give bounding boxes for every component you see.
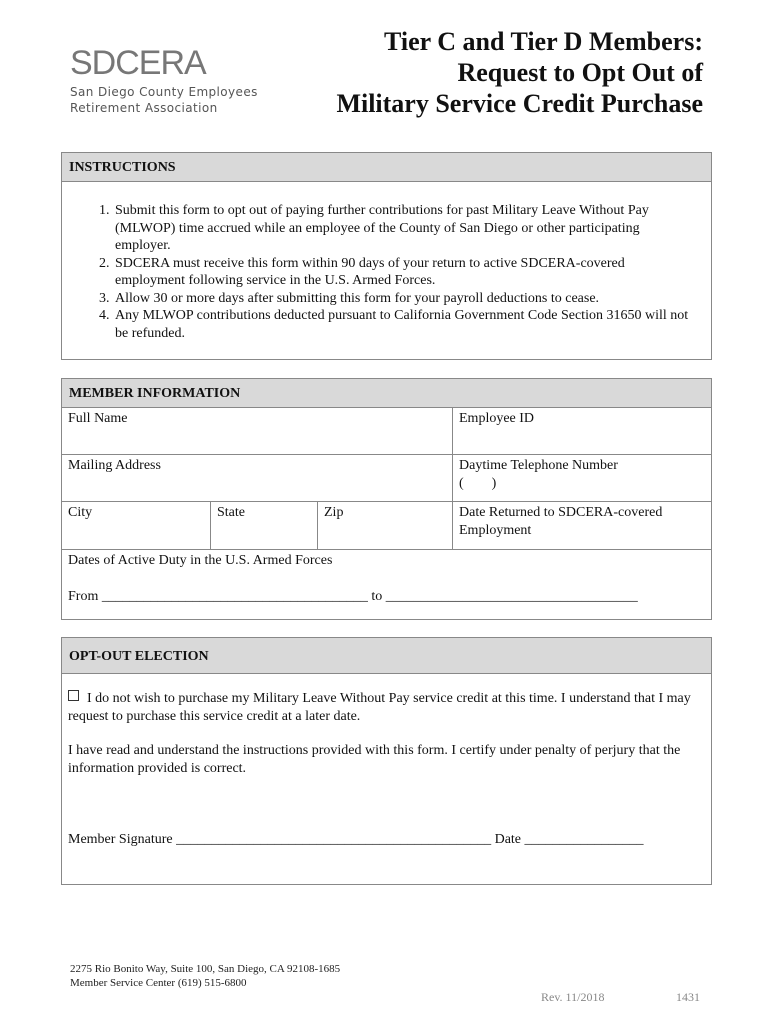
footer-phone: Member Service Center (619) 515-6800	[70, 977, 247, 989]
instructions-heading: INSTRUCTIONS	[62, 153, 711, 182]
active-duty-field	[62, 550, 711, 618]
title-line-3: Military Service Credit Purchase	[336, 89, 703, 118]
to-label: to	[371, 588, 383, 604]
member-signature-label: Member Signature	[68, 832, 173, 847]
title-line-1: Tier C and Tier D Members:	[384, 27, 703, 56]
footer-address: 2275 Rio Bonito Way, Suite 100, San Diego, CA 92108-1685	[70, 963, 341, 975]
daytime-phone-field[interactable]	[452, 455, 711, 501]
footer-contact	[70, 962, 340, 990]
date-field[interactable]: _________________	[524, 832, 644, 847]
member-information-heading: MEMBER INFORMATION	[62, 379, 711, 408]
election-text: I do not wish to purchase my Military Leave Without Pay service credit at this time. I understand that I may request to purchase this service credit at a later date.	[68, 691, 691, 724]
signature-line	[62, 831, 711, 849]
mailing-address-label: Mailing Address	[68, 458, 161, 473]
mailing-address-field[interactable]	[62, 455, 452, 501]
certification-text: I have read and understand the instructions provided with this form. I certify under penalty of perjury that the information provided is correct.	[68, 743, 681, 776]
logo-line-2: Retirement Association	[70, 101, 218, 115]
instruction-item: 1. Submit this form to opt out of paying further contributions for past Military Leave Without Pay (MLWOP) time accrued while an employee of the County of San Diego or other participating employer.	[113, 202, 697, 255]
title-line-2: Request to Opt Out of	[457, 58, 703, 87]
zip-label: Zip	[324, 505, 344, 520]
date-returned-field[interactable]	[452, 502, 711, 549]
state-label: State	[217, 505, 245, 520]
instructions-list	[62, 202, 711, 342]
form-number: 1431	[676, 990, 700, 1004]
city-label: City	[68, 505, 93, 520]
election-statement	[62, 690, 711, 726]
instructions-section	[61, 152, 712, 360]
opt-out-election-section	[61, 637, 712, 885]
opt-out-checkbox[interactable]	[68, 690, 79, 701]
to-date-line[interactable]: ____________________________________	[385, 588, 638, 604]
from-date-line[interactable]: ______________________________________	[101, 588, 368, 604]
active-duty-dates	[68, 588, 705, 606]
employee-id-label: Employee ID	[459, 411, 535, 426]
from-label: From	[68, 588, 99, 604]
address-row	[62, 455, 711, 502]
member-signature-field[interactable]: _____________________________________________	[176, 832, 492, 847]
state-field[interactable]	[210, 502, 317, 549]
zip-field[interactable]	[317, 502, 452, 549]
instruction-item: 4. Any MLWOP contributions deducted pursuant to California Government Code Section 31650 will not be refunded.	[113, 307, 697, 342]
employee-id-field[interactable]	[452, 408, 711, 454]
member-information-section	[61, 378, 712, 620]
active-duty-label: Dates of Active Duty in the U.S. Armed Forces	[68, 553, 333, 568]
area-code-parens: ( )	[459, 475, 497, 491]
date-label: Date	[494, 832, 522, 847]
form-title	[336, 26, 703, 119]
instruction-item: 3. Allow 30 or more days after submitting this form for your payroll deductions to cease.	[113, 290, 697, 308]
opt-out-heading: OPT-OUT ELECTION	[62, 638, 711, 674]
revision-date: Rev. 11/2018	[541, 990, 605, 1004]
full-name-label: Full Name	[68, 411, 128, 426]
full-name-field[interactable]	[62, 408, 452, 454]
daytime-phone-label: Daytime Telephone Number	[459, 458, 618, 473]
city-field[interactable]	[62, 502, 210, 549]
city-row	[62, 502, 711, 550]
logo-line-1: San Diego County Employees	[70, 85, 258, 99]
date-returned-label: Date Returned to SDCERA-covered Employment	[459, 505, 663, 538]
name-row	[62, 408, 711, 455]
logo-subtitle	[70, 84, 258, 116]
sdcera-logo: SDCERA	[70, 44, 206, 82]
active-duty-row	[62, 550, 711, 618]
instruction-item: 2. SDCERA must receive this form within 90 days of your return to active SDCERA-covered employment following service in the U.S. Armed Forces.	[113, 255, 697, 290]
